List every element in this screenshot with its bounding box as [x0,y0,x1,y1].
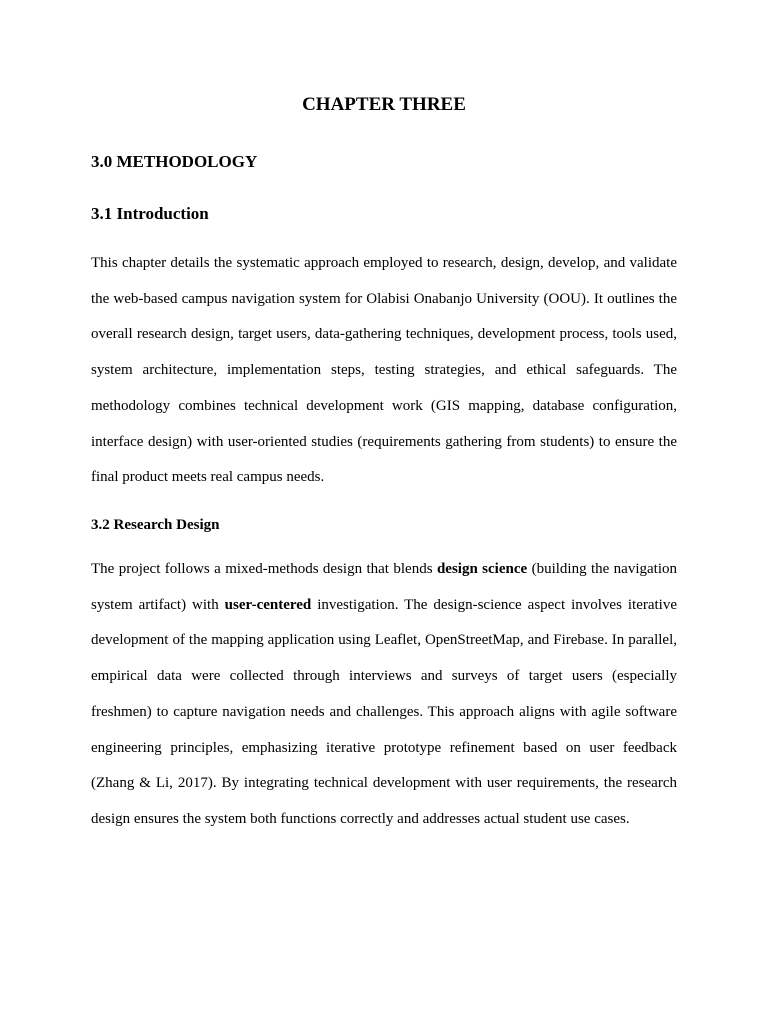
research-bold-user-centered: user-centered [224,596,312,613]
research-design-paragraph [91,552,677,838]
chapter-title: CHAPTER THREE [302,94,466,115]
section-heading-introduction: 3.1 Introduction [91,204,209,223]
research-text-part-1: The project follows a mixed-methods design that blends [91,561,437,577]
section-heading-methodology: 3.0 METHODOLOGY [91,152,258,171]
introduction-paragraph: This chapter details the systematic approach employed to research, design, develop, and validate the web-based campus navigation system for Olabisi Onabanjo University (OOU). It outlines the overall research design, target users, data-gathering techniques, development process, tools used, system architecture, implementation steps, testing strategies, and ethical safeguards. The methodology combines technical development work (GIS mapping, database configuration, interface design) with user-oriented studies (requirements gathering from students) to ensure the final product meets real campus needs. [91,255,677,486]
research-bold-design-science: design science [436,561,528,577]
section-heading-research-design: 3.2 Research Design [91,517,220,533]
research-text-part-2: (building the navigation system artifact) with [91,561,678,613]
research-text-part-3: investigation. The design-science aspect involves iterative development of the mapping application using Leaflet, OpenStreetMap, and Firebase. In parallel, empirical data were collected through interviews and surveys of target users (especially freshmen) to capture navigation needs and challenges. This approach aligns with agile software engineering principles, emphasizing iterative prototype refinement based on user feedback (Zhang & Li, 2017). By integrating technical development with user requirements, the research design ensures the system both functions correctly and addresses actual student use cases. [91,596,677,827]
